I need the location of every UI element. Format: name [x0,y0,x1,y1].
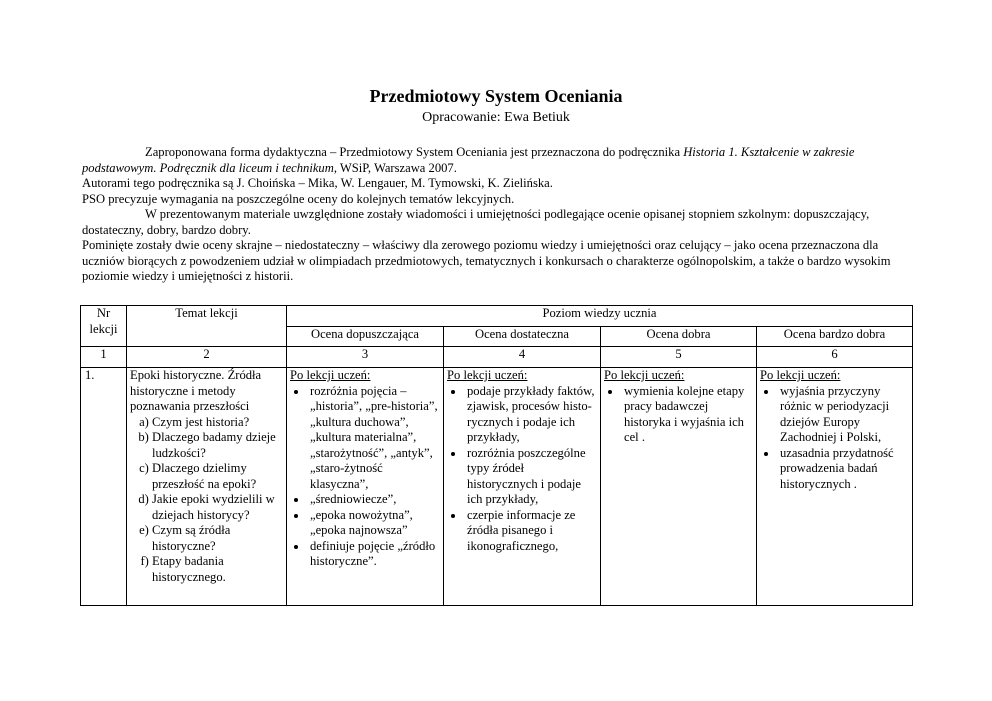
after-lesson-label: Po lekcji uczeń: [604,368,685,382]
lesson-topic [127,368,287,606]
list-item: c. Dlaczego dzielimy przeszłość na epoki? [152,461,283,492]
document-author: Opracowanie: Ewa Betiuk [422,110,570,125]
list-item: • wyjaśnia przyczyny różnic w periodyzacji dziejów Europy Zachodniej i Polski, [778,384,909,446]
column-number: 5 [601,347,757,368]
requirements-dostateczna [444,368,601,606]
list-item: • „epoka nowożytna”, „epoka najnowsza” [308,508,440,539]
header-level: Poziom wiedzy ucznia [287,306,913,327]
intro-paragraph-5: Pominięte zostały dwie oceny skrajne – niedostateczny – właściwy dla zerowego poziomu wiedzy i umiejętności oraz celujący – jako ocena przeznaczona dla uczniów biorących z powodzeniem udział w olimpiadach przedmiotowych, tematycznych i konkursach o charakterze ogólnopolskim, a także o bardzo wysokim poziomie wiedzy i umiejętności z historii. [82,238,891,283]
list-item: • podaje przykłady faktów, zjawisk, procesów histo-rycznych i podaje ich przykłady, [465,384,597,446]
after-lesson-label: Po lekcji uczeń: [760,368,841,382]
list-item: • wymienia kolejne etapy pracy badawczej historyka i wyjaśnia ich cel . [622,384,753,446]
list-item: b. Dlaczego badamy dzieje ludzkości? [152,430,283,461]
list-item: • definiuje pojęcie „źródło historyczne”. [308,539,440,570]
header-grade-dostateczna: Ocena dostateczna [444,326,601,347]
column-number: 2 [127,347,287,368]
header-grade-dopuszczajaca: Ocena dopuszczająca [287,326,444,347]
column-number: 4 [444,347,601,368]
column-number: 3 [287,347,444,368]
list-item: • rozróżnia pojęcia – „historia”, „pre-historia”, „kultura duchowa”, „kultura materialna”, „starożytność”, „antyk”, „staro-żytność klasyczna”, [308,384,440,493]
list-item: f. Etapy badania historycznego. [152,554,283,585]
header-nr: Nr lekcji [81,306,127,347]
list-item: a. Czym jest historia? [152,415,283,431]
header-grade-bardzo-dobra: Ocena bardzo dobra [757,326,913,347]
requirements-dopuszczajaca [287,368,444,606]
header-grade-dobra: Ocena dobra [601,326,757,347]
requirements-bardzo-dobra [757,368,913,606]
intro-text [82,145,912,285]
list-item: • rozróżnia poszczególne typy źródeł historycznych i podaje ich przykłady, [465,446,597,508]
intro-paragraph-3: PSO precyzuje wymagania na poszczególne oceny do kolejnych tematów lekcyjnych. [82,191,515,206]
table-column-numbers-row [81,347,913,368]
list-item: • czerpie informacje ze źródła pisanego i ikonograficznego, [465,508,597,555]
requirements-dobra [601,368,757,606]
column-number: 1 [81,347,127,368]
document-title: Przedmiotowy System Oceniania [369,86,623,106]
grading-table [80,305,913,606]
table-row [81,368,913,606]
book-title: Historia 1. Kształcenie w zakresie podstawowym. Podręcznik dla liceum i technikum [82,145,855,175]
after-lesson-label: Po lekcji uczeń: [447,368,528,382]
intro-paragraph-2: Autorami tego podręcznika są J. Choińska – Mika, W. Lengauer, M. Tymowski, K. Zielińska. [82,176,553,190]
list-item: e. Czym są źródła historyczne? [152,523,283,554]
list-item: • „średniowiecze”, [308,492,440,508]
lesson-number: 1. [81,368,127,606]
table-header-row [81,306,913,327]
intro-paragraph-1: Zaproponowana forma dydaktyczna – Przedmiotowy System Oceniania jest przeznaczona do podręcznika Historia 1. Kształcenie w zakresie podstawowym. Podręcznik dla liceum i technikum, WSiP, Warszawa 2007. [82,145,855,175]
lesson-topic-title: Epoki historyczne. Źródła historyczne i metody poznawania przeszłości [130,368,262,413]
lesson-questions [130,415,283,586]
list-item: • uzasadnia przydatność prowadzenia badań historycznych . [778,446,909,493]
header-topic: Temat lekcji [127,306,287,347]
column-number: 6 [757,347,913,368]
intro-paragraph-4: W prezentowanym materiale uwzględnione zostały wiadomości i umiejętności podlegające ocenie opisanej stopniem szkolnym: dopuszczający, dostateczny, dobry, bardzo dobry. [82,207,870,237]
after-lesson-label: Po lekcji uczeń: [290,368,371,382]
list-item: d. Jakie epoki wydzielili w dziejach historycy? [152,492,283,523]
